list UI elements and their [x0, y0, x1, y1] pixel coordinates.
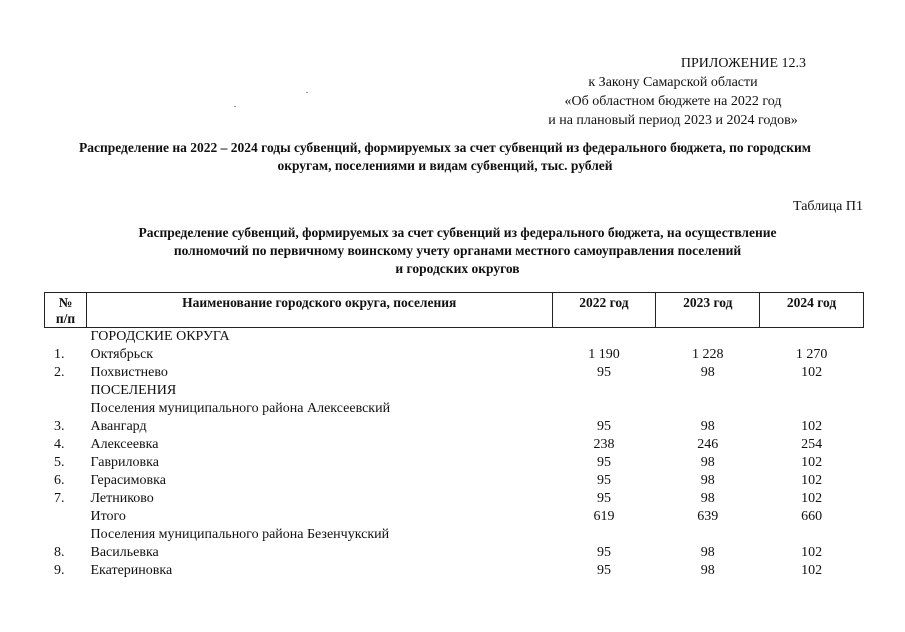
row-value-2024: 102: [801, 545, 823, 560]
appendix-header: [508, 54, 838, 130]
row-name: Поселения муниципального района Алексеевский: [90, 401, 391, 416]
row-value-2022: 238: [593, 437, 615, 452]
row-value-2023: [656, 526, 760, 544]
table-row: [45, 418, 864, 436]
row-number: 8.: [53, 545, 65, 560]
appendix-line-4: и на плановый период 2023 и 2024 годов»: [548, 113, 798, 128]
row-number: 9.: [53, 563, 65, 578]
header-2022: 2022 год: [552, 293, 656, 328]
row-name: ГОРОДСКИЕ ОКРУГА: [90, 329, 230, 344]
row-number: 5.: [53, 455, 65, 470]
row-value-2022: 95: [596, 365, 611, 380]
row-value-2024: 102: [801, 455, 823, 470]
table-row: [45, 346, 864, 364]
row-number: 4.: [53, 437, 65, 452]
document-title-line-2: округам, поселениями и видам субвенций, тыс. рублей: [277, 158, 613, 173]
row-value-2023: 1 228: [692, 347, 724, 362]
row-value-2023: 98: [700, 491, 715, 506]
row-value-2022: [552, 328, 656, 347]
header-2024: 2024 год: [760, 293, 864, 328]
row-name: Авангард: [90, 419, 147, 434]
row-value-2022: 95: [596, 545, 611, 560]
row-value-2023: [656, 328, 760, 347]
row-value-2024: [760, 328, 864, 347]
header-2023: 2023 год: [656, 293, 760, 328]
table-row: [45, 490, 864, 508]
row-name: Васильевка: [90, 545, 159, 560]
table-row: [45, 508, 864, 526]
row-number: 1.: [53, 347, 65, 362]
row-name: Поселения муниципального района Безенчукский: [90, 527, 390, 542]
row-value-2023: 98: [700, 563, 715, 578]
row-number: [45, 328, 87, 347]
table-title-line-1: Распределение субвенций, формируемых за счет субвенций из федерального бюджета, на осуществление: [138, 225, 777, 240]
row-value-2023: [656, 400, 760, 418]
row-name: Герасимовка: [90, 473, 166, 488]
appendix-line-3: «Об областном бюджете на 2022 год: [564, 94, 782, 109]
row-name: Алексеевка: [90, 437, 159, 452]
table-body: [45, 328, 864, 581]
row-value-2024: 102: [801, 419, 823, 434]
appendix-line-2: к Закону Самарской области: [588, 75, 758, 90]
row-number: 2.: [53, 365, 65, 380]
row-value-2022: 95: [596, 473, 611, 488]
subventions-table: [44, 292, 864, 580]
row-value-2023: 98: [700, 455, 715, 470]
row-name: Похвистнево: [90, 365, 168, 380]
row-number: [45, 508, 87, 526]
row-value-2024: [760, 526, 864, 544]
table-row: [45, 328, 864, 347]
table-row: [45, 436, 864, 454]
header-num: № п/п: [45, 293, 87, 328]
header-name: Наименование городского округа, поселения: [86, 293, 552, 328]
row-value-2022: [552, 526, 656, 544]
row-value-2022: 95: [596, 419, 611, 434]
row-name: Итого: [90, 509, 126, 524]
row-name: Октябрьск: [90, 347, 154, 362]
row-value-2022: 95: [596, 563, 611, 578]
row-value-2022: [552, 382, 656, 400]
row-value-2023: 639: [697, 509, 719, 524]
row-number: [45, 526, 87, 544]
table-row: [45, 472, 864, 490]
row-value-2023: 98: [700, 365, 715, 380]
row-value-2024: 102: [801, 473, 823, 488]
table-row: [45, 526, 864, 544]
row-value-2023: [656, 382, 760, 400]
table-title-line-3: и городских округов: [395, 261, 520, 276]
table-row: [45, 454, 864, 472]
row-value-2024: 1 270: [795, 347, 828, 362]
row-value-2023: 98: [700, 545, 715, 560]
row-value-2023: 98: [700, 473, 715, 488]
row-name: ПОСЕЛЕНИЯ: [90, 383, 177, 398]
row-value-2024: 254: [801, 437, 823, 452]
table-row: [45, 400, 864, 418]
appendix-line-1: ПРИЛОЖЕНИЕ 12.3: [680, 56, 806, 71]
table-row: [45, 544, 864, 562]
table-row: [45, 382, 864, 400]
row-value-2022: 95: [596, 455, 611, 470]
row-number: 6.: [53, 473, 65, 488]
row-number: 3.: [53, 419, 65, 434]
row-value-2022: 1 190: [588, 347, 620, 362]
row-value-2024: [760, 382, 864, 400]
row-name: Летниково: [90, 491, 154, 506]
row-name: Екатериновка: [90, 563, 173, 578]
row-number: [45, 400, 87, 418]
table-title: [70, 224, 845, 278]
row-value-2023: 246: [697, 437, 719, 452]
row-value-2023: 98: [700, 419, 715, 434]
table-header-row: [45, 293, 864, 328]
row-value-2024: 102: [801, 491, 823, 506]
row-value-2022: [552, 400, 656, 418]
table-row: [45, 562, 864, 580]
row-value-2024: 102: [801, 563, 823, 578]
row-number: 7.: [53, 491, 65, 506]
table-label: Таблица П1: [793, 199, 863, 214]
row-value-2022: 619: [593, 509, 615, 524]
row-name: Гавриловка: [90, 455, 159, 470]
table-row: [45, 364, 864, 382]
document-title: [30, 139, 860, 175]
row-value-2024: [760, 400, 864, 418]
row-value-2022: 95: [596, 491, 611, 506]
table-title-line-2: полномочий по первичному воинскому учету органами местного самоуправления поселений: [173, 243, 742, 258]
scan-speck: [306, 92, 308, 93]
document-title-line-1: Распределение на 2022 – 2024 годы субвенций, формируемых за счет субвенций из федерального бюджета, по городским: [78, 140, 812, 155]
row-value-2024: 660: [801, 509, 823, 524]
row-number: [45, 382, 87, 400]
row-value-2024: 102: [801, 365, 823, 380]
scan-speck: [234, 106, 236, 107]
